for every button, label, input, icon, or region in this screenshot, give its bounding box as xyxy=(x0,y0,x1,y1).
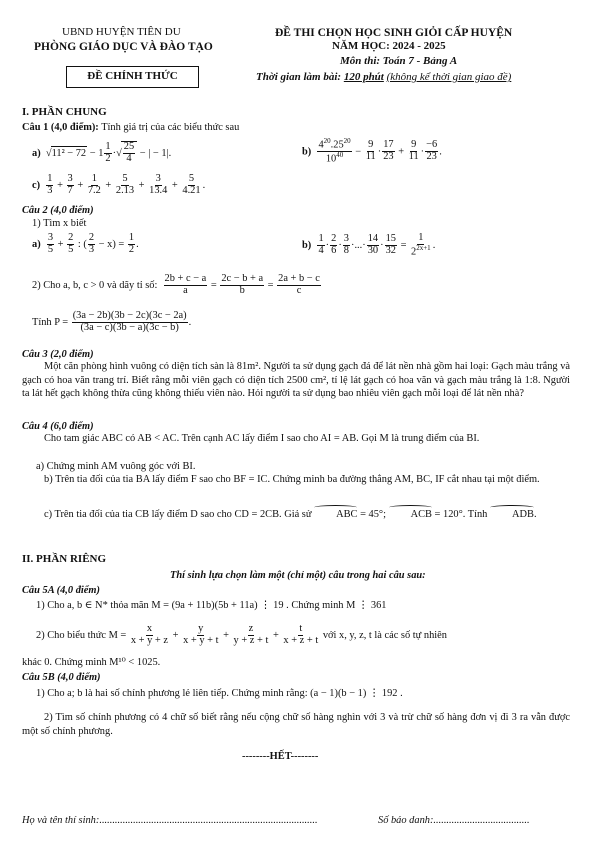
q4-label: Câu 4 (6,0 điểm) xyxy=(22,421,94,432)
q5a-part2: 2) Cho biểu thức M = $\frac{x}{x + y + z}$ + $\frac{y}{x + y + t}$ + $\frac{z}{y + z + t}$ + $\frac{t}{x + z + t}$ với x, y, z, t là các số tự nhiên xyxy=(36,623,447,646)
q1-label: Câu 1 (4,0 điểm): xyxy=(22,122,99,133)
official-stamp: ĐỀ CHÍNH THỨC xyxy=(66,66,199,88)
q1b-expression: b) $\frac{4^{20}.25^{20}}{10^{40}}$ − $\frac{9}{11}$ · $\frac{17}{23}$ + $\frac{9}{11}$ · $\frac{-6}{23}$ . xyxy=(302,137,442,165)
exam-title: ĐỀ THI CHỌN HỌC SINH GIỎI CẤP HUYỆN xyxy=(275,27,513,39)
candidate-id-label: Số báo danh: xyxy=(378,815,434,826)
q2-part2: 2) Cho a, b, c > 0 và dãy tỉ số: $\frac{2b + c - a}{a}$ = $\frac{2c - b + a}{b}$ = $\frac{2a + b - c}{c}$ xyxy=(32,273,320,296)
q4-intro: Cho tam giác ABC có AB < AC. Trên cạnh AC lấy điểm I sao cho AI = AB. Gọi M là trung điểm của BI. xyxy=(44,433,480,444)
q5a-label: Câu 5A (4,0 điểm) xyxy=(22,585,100,596)
department-name: UBND HUYỆN TIÊN DU xyxy=(62,26,181,38)
candidate-id xyxy=(378,814,530,827)
time-line xyxy=(256,71,511,85)
school-year: NĂM HỌC: 2024 - 2025 xyxy=(332,40,446,52)
q3-label: Câu 3 (2,0 điểm) xyxy=(22,349,94,360)
q4-part-c: c) Trên tia đối của tia CB lấy điểm D sao cho CD = 2CB. Giả sử ABC = 45°; ACB = 120°. Tính ADB. xyxy=(44,509,537,520)
q2-part1: 1) Tìm x biết xyxy=(32,218,87,229)
q5a-part2-suffix: với x, y, z, t là các số tự nhiên xyxy=(322,629,447,641)
time-value: 120 phút xyxy=(343,71,384,83)
q1a-expression: a) √11² − 72 − 1 $\frac{1}{2}$ ·√ $\frac{25}{4}$ − | − 1|. xyxy=(32,141,172,164)
q1-line xyxy=(22,121,239,134)
time-label: Thời gian làm bài: xyxy=(256,71,342,83)
q2b-expression: b) $\frac{1}{4}$ · $\frac{2}{6}$ · $\frac{3}{8}$ ·...· $\frac{14}{30}$ · $\frac{15}{32}$ = $\frac{1}{2^{2x+1}}$ . xyxy=(302,232,436,258)
q4-part-c-prefix: c) Trên tia đối của tia CB lấy điểm D sao cho CD = 2CB. Giả sử xyxy=(44,509,312,520)
part2-instruction: Thí sinh lựa chọn làm một (chỉ một) câu trong hai câu sau: xyxy=(170,570,426,581)
office-name: PHÒNG GIÁO DỤC VÀ ĐÀO TẠO xyxy=(34,41,213,53)
q5a-part2-cont: khác 0. Chứng minh M¹⁰ < 1025. xyxy=(22,657,161,668)
time-note: (không kể thời gian giao đề) xyxy=(386,71,512,83)
end-mark: --------HẾT-------- xyxy=(242,751,319,762)
candidate-name-label: Họ và tên thí sinh: xyxy=(22,815,100,826)
q4-part-a: a) Chứng minh AM vuông góc với BI. xyxy=(36,461,196,472)
q5b-part1: 1) Cho a; b là hai số chính phương lẻ liên tiếp. Chứng minh rằng: (a − 1)(b − 1) ⋮ 192 . xyxy=(36,688,403,699)
q2-p-label: Tính P = xyxy=(32,316,69,328)
q5b-part2: 2) Tìm số chính phương có 4 chữ số biết rằng nếu cộng chữ số hàng nghìn với 3 và trừ chữ số hàng đơn vị đi 3 ra vẫn được một số chính phương. xyxy=(22,712,570,737)
part2-title: II. PHẦN RIÊNG xyxy=(22,553,107,565)
q2-part2-prefix: 2) Cho a, b, c > 0 và dãy tỉ số: xyxy=(32,279,158,291)
candidate-id-field: ..................................... xyxy=(433,815,530,826)
candidate-name-field: .................................................................................... xyxy=(99,815,318,826)
q2a-expression: a) $\frac{3}{5}$ + $\frac{2}{5}$ : ( $\frac{2}{3}$ − x) = $\frac{1}{2}$ . xyxy=(32,232,139,255)
q1-text: Tính giá trị của các biểu thức sau xyxy=(101,122,240,133)
q2-label: Câu 2 (4,0 điểm) xyxy=(22,205,94,216)
q2-p-expression: Tính P = $\frac{(3a - 2b)(3b - 2c)(3c - 2a)}{(3a - c)(3b - a)(3c - b)}$ . xyxy=(32,310,192,333)
q4-part-b: b) Trên tia đối của tia BA lấy điểm F sao cho BF = IC. Chứng minh ba đường thẳng AM, BC, IF cắt nhau tại một điểm. xyxy=(44,474,540,485)
q3-text: Một căn phòng hình vuông có diện tích sàn là 81m². Người ta sử dụng gạch đá để lát nền nhà gồm hai loại: Gạch màu trắng và gạch có hoa văn trang trí. Biết rằng mỗi viên gạch có diện tích 2500 cm², tỉ lệ lát gạch có hoa văn và gạch màu trắng là 1:8. Người ta lát hết gạch không thừa cũng không thiếu viên nào. Hỏi người ta sử dụng bao nhiêu viên gạch mỗi loại để lát nền nhà? xyxy=(22,361,571,400)
q1c-expression: c) $\frac{1}{3}$ + $\frac{3}{7}$ + $\frac{1}{7.2}$ + $\frac{5}{2.13}$ + $\frac{3}{13.4}$ + $\frac{5}{4.21}$ . xyxy=(32,173,206,196)
q4-part-c-tinh: Tính xyxy=(467,509,488,520)
part1-title: I. PHẦN CHUNG xyxy=(22,106,107,118)
q5a-part1: 1) Cho a, b ∈ N* thỏa mãn M = (9a + 11b)(5b + 11a) ⋮ 19 . Chứng minh M ⋮ 361 xyxy=(36,600,387,611)
subject: Môn thi: Toán 7 - Bảng A xyxy=(340,55,458,67)
q5b-label: Câu 5B (4,0 điểm) xyxy=(22,672,101,683)
q5a-part2-prefix: 2) Cho biểu thức M = xyxy=(36,629,127,641)
candidate-name xyxy=(22,814,318,827)
